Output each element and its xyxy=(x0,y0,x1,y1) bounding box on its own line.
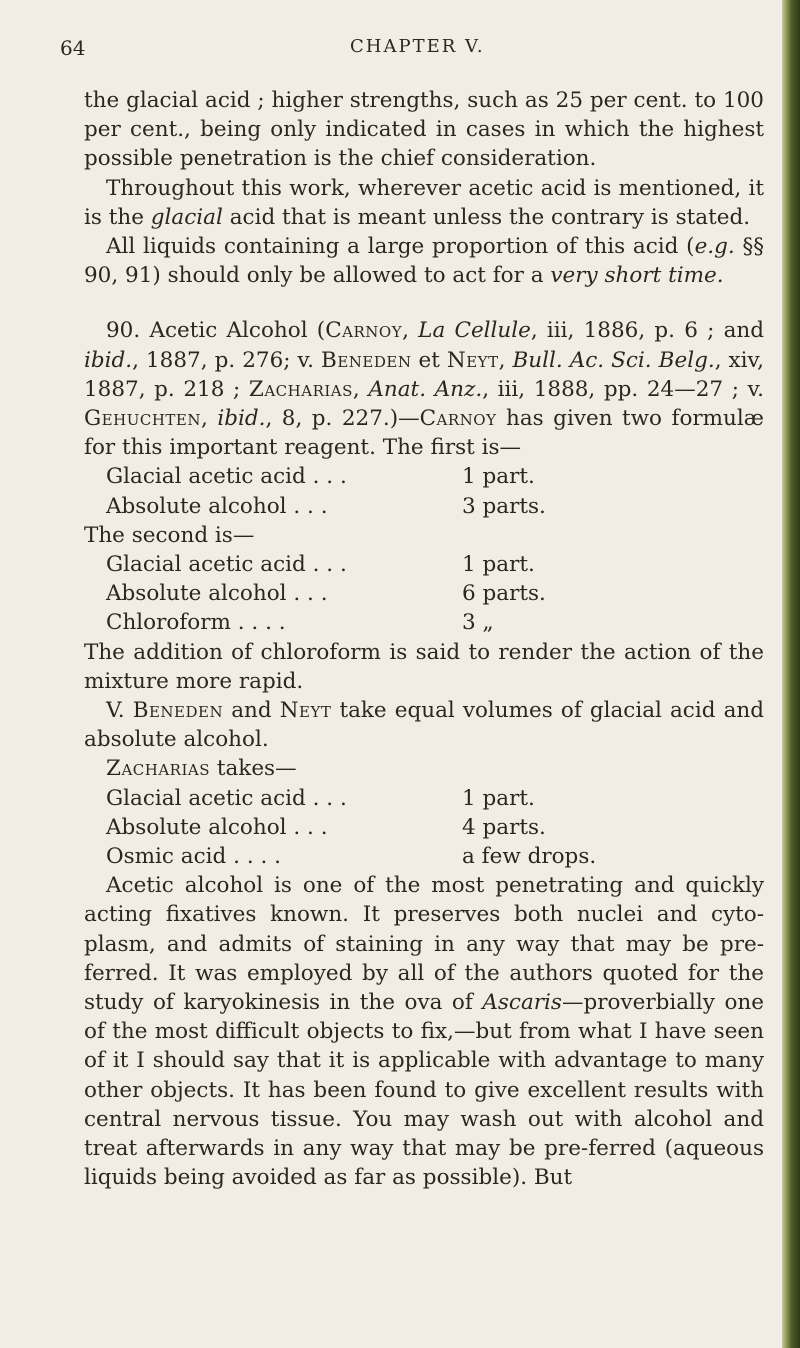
formula-amount: 3 parts. xyxy=(462,493,546,519)
formula-row xyxy=(84,608,764,637)
formula-amount: 3 „ xyxy=(462,610,494,636)
author-name: Neyt xyxy=(279,697,332,723)
beneden-neyt-paragraph xyxy=(84,696,764,754)
text-span: , 8, p. 227.)— xyxy=(265,406,420,432)
formula-amount: 6 parts. xyxy=(462,581,546,607)
second-formula-label: The second is— xyxy=(84,522,255,548)
text-span: , iii, 1888, pp. 24—27 ; v. xyxy=(482,376,764,402)
formula-ingredient xyxy=(106,842,462,871)
running-title: CHAPTER V. xyxy=(350,36,485,57)
text-span: , xyxy=(352,376,369,402)
text-span: , iii, 1886, p. 6 ; and xyxy=(530,318,765,344)
author-name: Gehuchten xyxy=(84,406,201,432)
formula-amount: 1 part. xyxy=(462,552,535,578)
intro-paragraph: the glacial acid ; higher strengths, such as 25 per cent. to 100 per cent., being only indicated in cases in which the highest possible penetration is the chief consideration. xyxy=(84,88,764,172)
leader-dots: . . . . xyxy=(230,610,286,636)
closing-paragraph xyxy=(84,871,764,1192)
formula-row xyxy=(84,813,764,842)
ingredient-name: Absolute alcohol xyxy=(106,581,287,607)
section-90-heading-paragraph xyxy=(84,316,764,462)
formula-row xyxy=(84,784,764,813)
text-span: , xiv, 1887, p. 218 ; xyxy=(84,347,764,402)
text-span: acid that is meant unless the contrary is stated. xyxy=(222,204,751,230)
formula-ingredient xyxy=(106,579,462,608)
formula-ingredient xyxy=(106,462,462,491)
leader-dots: . . . xyxy=(305,552,347,578)
formula-ingredient xyxy=(106,608,462,637)
author-name: Neyt xyxy=(446,347,499,373)
body-text xyxy=(84,86,764,1192)
formula-1 xyxy=(84,462,764,520)
text-span: has given two formulæ for this important reagent. The first is— xyxy=(84,406,764,461)
ingredient-name: Glacial acetic acid xyxy=(106,785,306,811)
text-span: and xyxy=(223,697,280,723)
author-name: Zacharias xyxy=(106,756,210,782)
genus-name: Ascaris xyxy=(482,989,562,1015)
formula-amount: a few drops. xyxy=(462,843,597,869)
text-span: V. xyxy=(106,697,133,723)
ingredient-name: Osmic acid xyxy=(106,843,227,869)
formula-row xyxy=(84,462,764,491)
author-name: Carnoy xyxy=(419,406,497,432)
author-name: Beneden xyxy=(321,347,412,373)
formula-ingredient xyxy=(106,550,462,579)
author-name: Zacharias xyxy=(248,376,353,402)
author-name: Carnoy xyxy=(325,318,403,344)
section-title: Acetic Alcohol xyxy=(149,318,308,344)
formula-amount: 1 part. xyxy=(462,785,535,811)
text-span: , xyxy=(498,347,513,373)
zacharias-paragraph xyxy=(84,754,764,783)
formula-ingredient xyxy=(106,784,462,813)
journal-title: Bull. Ac. Sci. Belg. xyxy=(512,347,715,373)
ingredient-name: Glacial acetic acid xyxy=(106,464,306,490)
author-name: Beneden xyxy=(132,697,224,723)
emphasis: very short time. xyxy=(550,263,724,289)
section-gap xyxy=(84,290,764,316)
formula-ingredient xyxy=(106,813,462,842)
ingredient-name: Chloroform xyxy=(106,610,231,636)
page-header xyxy=(60,36,760,66)
formula-2 xyxy=(84,550,764,638)
text-span: Throughout this work, wherever acetic acid is mentioned, it is the xyxy=(84,175,764,230)
leader-dots: . . . xyxy=(286,814,328,840)
emphasis: glacial xyxy=(150,204,223,230)
text-span: ( xyxy=(307,318,326,344)
chloroform-note: The addition of chloroform is said to render the action of the mixture more rapid. xyxy=(84,639,764,694)
leader-dots: . . . xyxy=(286,581,328,607)
book-edge xyxy=(782,0,800,1348)
formula-amount: 1 part. xyxy=(462,464,535,490)
ingredient-name: Absolute alcohol xyxy=(106,814,287,840)
text-span: , xyxy=(201,406,218,432)
text-span: All liquids containing a large proportion of this acid ( xyxy=(106,234,695,260)
formula-amount: 4 parts. xyxy=(462,814,546,840)
text-span: , xyxy=(402,318,419,344)
formula-row xyxy=(84,842,764,871)
page-number: 64 xyxy=(60,36,86,60)
leader-dots: . . . xyxy=(286,493,328,519)
text-span: §§ 90, 91) should only be allowed to act for a xyxy=(84,234,764,289)
text-span: , 1887, p. 276; v. xyxy=(132,347,322,373)
leader-dots: . . . xyxy=(305,785,347,811)
glacial-note-paragraph xyxy=(84,174,764,232)
text-span: Acetic alcohol is one of the most penetrating and quickly acting fixatives known. It preserves both nuclei and cyto-plasm, and admits of staining in any way that may be pre-ferred. It was employed by all of the authors quoted for the study of karyokinesis in the ova of xyxy=(84,873,764,1015)
section-number: 90. xyxy=(106,318,141,344)
emphasis: ibid. xyxy=(84,347,133,373)
emphasis: e.g. xyxy=(694,234,735,260)
formula-row xyxy=(84,550,764,579)
formula-row xyxy=(84,492,764,521)
caution-paragraph xyxy=(84,232,764,290)
leader-dots: . . . . xyxy=(226,843,281,869)
text-span: takes— xyxy=(210,756,297,782)
leader-dots: . . . xyxy=(305,464,347,490)
text-span: —proverbially one of the most difficult objects to fix,—but from what I have seen of it I should say that it is applicable with advantage to many other objects. It has been found to give excellent results with central nervous tissue. You may wash out with alcohol and treat afterwards in any way that may be pre-ferred (aqueous liquids being avoided as far as possible). But xyxy=(84,989,764,1191)
ingredient-name: Glacial acetic acid xyxy=(106,552,306,578)
emphasis: ibid. xyxy=(217,406,266,432)
formula-3 xyxy=(84,784,764,872)
journal-title: Anat. Anz. xyxy=(368,376,483,402)
text-span: et xyxy=(411,347,447,373)
ingredient-name: Absolute alcohol xyxy=(106,493,287,519)
formula-ingredient xyxy=(106,492,462,521)
text-span: take equal volumes of glacial acid and absolute alcohol. xyxy=(84,697,764,753)
journal-title: La Cellule xyxy=(418,318,531,344)
formula-row xyxy=(84,579,764,608)
